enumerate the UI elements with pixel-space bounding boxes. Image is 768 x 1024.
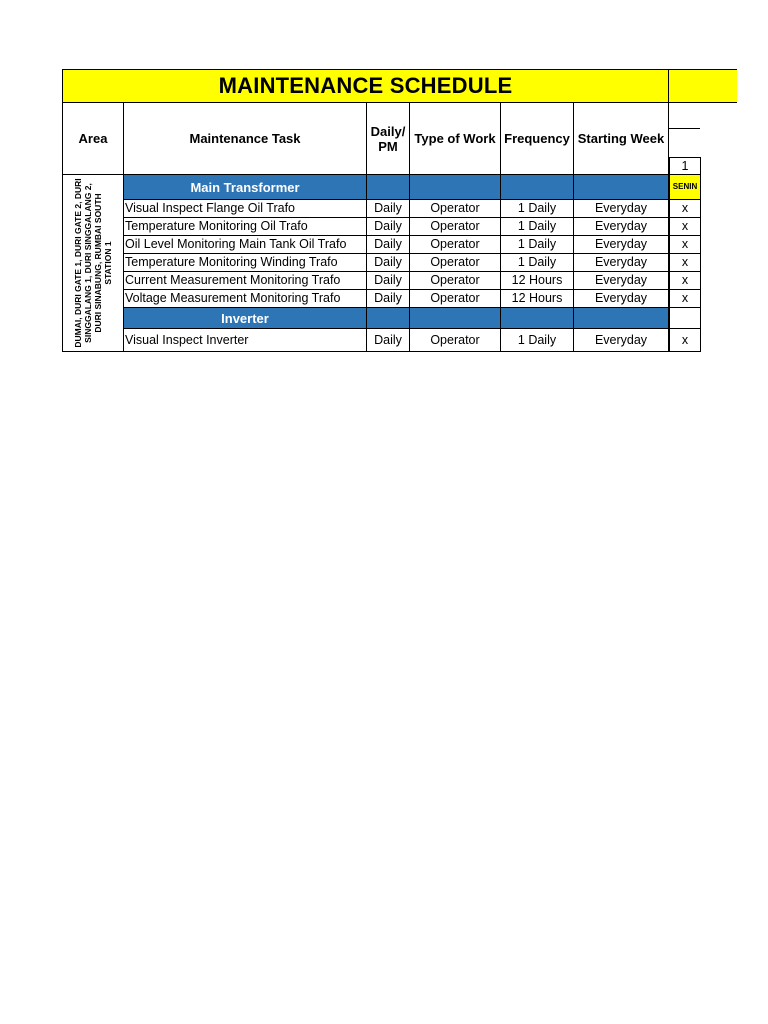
- table-row-starting-week: Everyday: [574, 254, 669, 272]
- title-bar-extension: [669, 69, 737, 103]
- table-row-mark: x: [669, 329, 701, 352]
- table-row-mark: x: [669, 236, 701, 254]
- table-row-type: Operator: [410, 236, 501, 254]
- table-row-daily-pm: Daily: [367, 200, 410, 218]
- table-row-type: Operator: [410, 329, 501, 352]
- table-row-type: Operator: [410, 200, 501, 218]
- table-row-daily-pm: Daily: [367, 329, 410, 352]
- table-row-starting-week: Everyday: [574, 329, 669, 352]
- section-blank: [367, 308, 410, 329]
- table-row-mark: x: [669, 200, 701, 218]
- table-row-starting-week: Everyday: [574, 218, 669, 236]
- table-row-daily-pm: Daily: [367, 290, 410, 308]
- table-row-mark: x: [669, 218, 701, 236]
- table-row-frequency: 1 Daily: [501, 236, 574, 254]
- week-number: 1: [669, 157, 701, 175]
- area-label: DUMAI, DURI GATE 1, DURI GATE 2, DURI SINGGALANG 1, DURI SINGGALANG 2, DURI SINABUNG, RUMBAI SOUTH STATION 1: [73, 178, 113, 348]
- table-row-task: Oil Level Monitoring Main Tank Oil Trafo: [124, 236, 367, 254]
- table-row-daily-pm: Daily: [367, 254, 410, 272]
- header-area: Area: [62, 103, 124, 175]
- header-type-of-work: Type of Work: [410, 103, 501, 175]
- table-row-daily-pm: Daily: [367, 218, 410, 236]
- table-row-daily-pm: Daily: [367, 272, 410, 290]
- table-row-starting-week: Everyday: [574, 236, 669, 254]
- table-row-task: Temperature Monitoring Winding Trafo: [124, 254, 367, 272]
- section-inverter: Inverter: [124, 308, 367, 329]
- table-row-frequency: 12 Hours: [501, 272, 574, 290]
- table-row-starting-week: Everyday: [574, 200, 669, 218]
- section-blank: [367, 175, 410, 200]
- table-row-type: Operator: [410, 254, 501, 272]
- table-row-frequency: 1 Daily: [501, 254, 574, 272]
- table-row-task: Visual Inspect Inverter: [124, 329, 367, 352]
- section-main-transformer: Main Transformer: [124, 175, 367, 200]
- table-row-starting-week: Everyday: [574, 272, 669, 290]
- area-cell: [62, 175, 124, 352]
- section-blank: [501, 175, 574, 200]
- section-blank: [574, 308, 669, 329]
- table-row-frequency: 1 Daily: [501, 200, 574, 218]
- table-row-mark: x: [669, 290, 701, 308]
- table-row-mark: x: [669, 254, 701, 272]
- header-maintenance-task: Maintenance Task: [124, 103, 367, 175]
- table-row-task: Current Measurement Monitoring Trafo: [124, 272, 367, 290]
- page-title: MAINTENANCE SCHEDULE: [62, 69, 669, 103]
- table-row-frequency: 1 Daily: [501, 218, 574, 236]
- header-week-divider: [669, 128, 700, 129]
- header-starting-week: Starting Week: [574, 103, 669, 175]
- table-row-task: Temperature Monitoring Oil Trafo: [124, 218, 367, 236]
- day-badge: SENIN: [669, 175, 701, 200]
- table-row-task: Visual Inspect Flange Oil Trafo: [124, 200, 367, 218]
- table-row-task: Voltage Measurement Monitoring Trafo: [124, 290, 367, 308]
- header-frequency: Frequency: [501, 103, 574, 175]
- table-row-starting-week: Everyday: [574, 290, 669, 308]
- table-row-frequency: 1 Daily: [501, 329, 574, 352]
- table-row-mark: x: [669, 272, 701, 290]
- header-daily-pm: Daily/ PM: [367, 103, 410, 175]
- table-row-type: Operator: [410, 290, 501, 308]
- table-row-daily-pm: Daily: [367, 236, 410, 254]
- section-blank: [501, 308, 574, 329]
- section-blank: [410, 175, 501, 200]
- section-blank: [410, 308, 501, 329]
- table-row-type: Operator: [410, 272, 501, 290]
- table-row-type: Operator: [410, 218, 501, 236]
- table-row-frequency: 12 Hours: [501, 290, 574, 308]
- section-blank: [574, 175, 669, 200]
- section-blank: [669, 308, 701, 329]
